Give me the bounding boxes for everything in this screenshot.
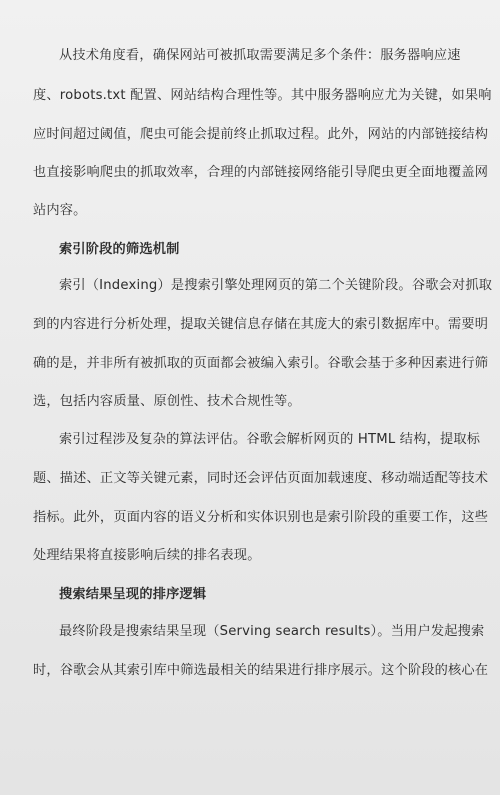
paragraph-line: 站内容。: [33, 203, 87, 218]
paragraph-line: 最终阶段是搜索结果呈现（Serving search results）。当用户发起搜索: [59, 624, 485, 639]
paragraph-line: 也直接影响爬虫的抓取效率，合理的内部链接网络能引导爬虫更全面地覆盖网: [33, 165, 489, 180]
paragraph-line: 索引过程涉及复杂的算法评估。谷歌会解析网页的 HTML 结构，提取标: [59, 432, 481, 447]
paragraph-line: 度、robots.txt 配置、网站结构合理性等。其中服务器响应尤为关键，如果响: [33, 88, 492, 103]
paragraph-line: 到的内容进行分析处理，提取关键信息存储在其庞大的索引数据库中。需要明: [33, 317, 489, 332]
paragraph-line: 选，包括内容质量、原创性、技术合规性等。: [33, 394, 301, 409]
paragraph-line: 时，谷歌会从其索引库中筛选最相关的结果进行排序展示。这个阶段的核心在: [33, 663, 489, 678]
paragraph-line: 处理结果将直接影响后续的排名表现。: [33, 548, 261, 563]
paragraph-line: 确的是，并非所有被抓取的页面都会被编入索引。谷歌会基于多种因素进行筛: [33, 356, 489, 371]
paragraph-line: 题、描述、正文等关键元素，同时还会评估页面加载速度、移动端适配等技术: [33, 471, 489, 486]
section-heading: 搜索结果呈现的排序逻辑: [59, 587, 207, 602]
paragraph-line: 从技术角度看，确保网站可被抓取需要满足多个条件：服务器响应速: [59, 48, 461, 63]
paragraph-line: 指标。此外，页面内容的语义分析和实体识别也是索引阶段的重要工作，这些: [33, 510, 489, 525]
paragraph-line: 应时间超过阈值，爬虫可能会提前终止抓取过程。此外，网站的内部链接结构: [33, 127, 489, 142]
section-heading: 索引阶段的筛选机制: [59, 242, 180, 257]
paragraph-line: 索引（Indexing）是搜索引擎处理网页的第二个关键阶段。谷歌会对抓取: [59, 278, 493, 293]
